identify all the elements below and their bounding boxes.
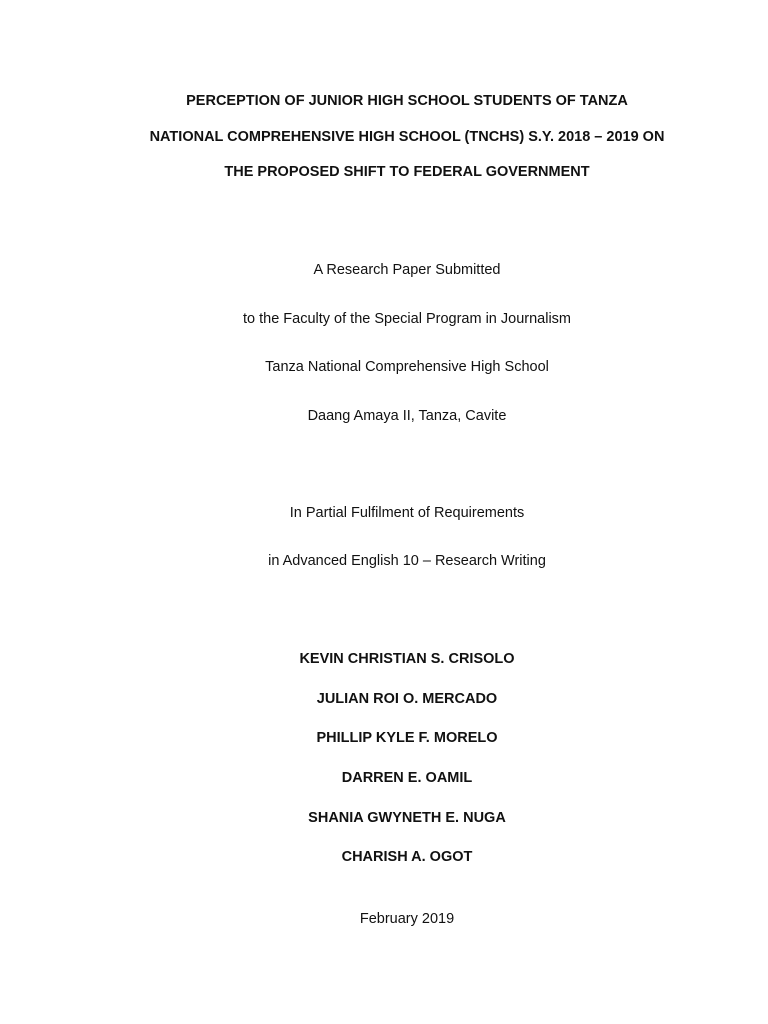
submission-date: February 2019 (359, 911, 455, 927)
submission-line-2: to the Faculty of the Special Program in Journalism (242, 311, 571, 327)
submission-line-3: Tanza National Comprehensive High School (265, 359, 549, 375)
author-name: CHARISH A. OGOT (341, 849, 473, 865)
submission-line-4: Daang Amaya II, Tanza, Cavite (307, 408, 507, 424)
submission-line-1: A Research Paper Submitted (313, 262, 501, 278)
author-name: SHANIA GWYNETH E. NUGA (308, 810, 506, 826)
author-name: KEVIN CHRISTIAN S. CRISOLO (299, 651, 515, 667)
title-line-1: PERCEPTION OF JUNIOR HIGH SCHOOL STUDENTS OF TANZA (186, 93, 628, 109)
title-line-3: THE PROPOSED SHIFT TO FEDERAL GOVERNMENT (224, 164, 590, 180)
fulfilment-line-1: In Partial Fulfilment of Requirements (289, 505, 525, 521)
title-line-2: NATIONAL COMPREHENSIVE HIGH SCHOOL (TNCHS) S.Y. 2018 – 2019 ON (149, 129, 665, 145)
author-name: PHILLIP KYLE F. MORELO (316, 730, 498, 746)
author-name: DARREN E. OAMIL (341, 770, 473, 786)
author-name: JULIAN ROI O. MERCADO (316, 691, 498, 707)
fulfilment-line-2: in Advanced English 10 – Research Writing (268, 553, 546, 569)
